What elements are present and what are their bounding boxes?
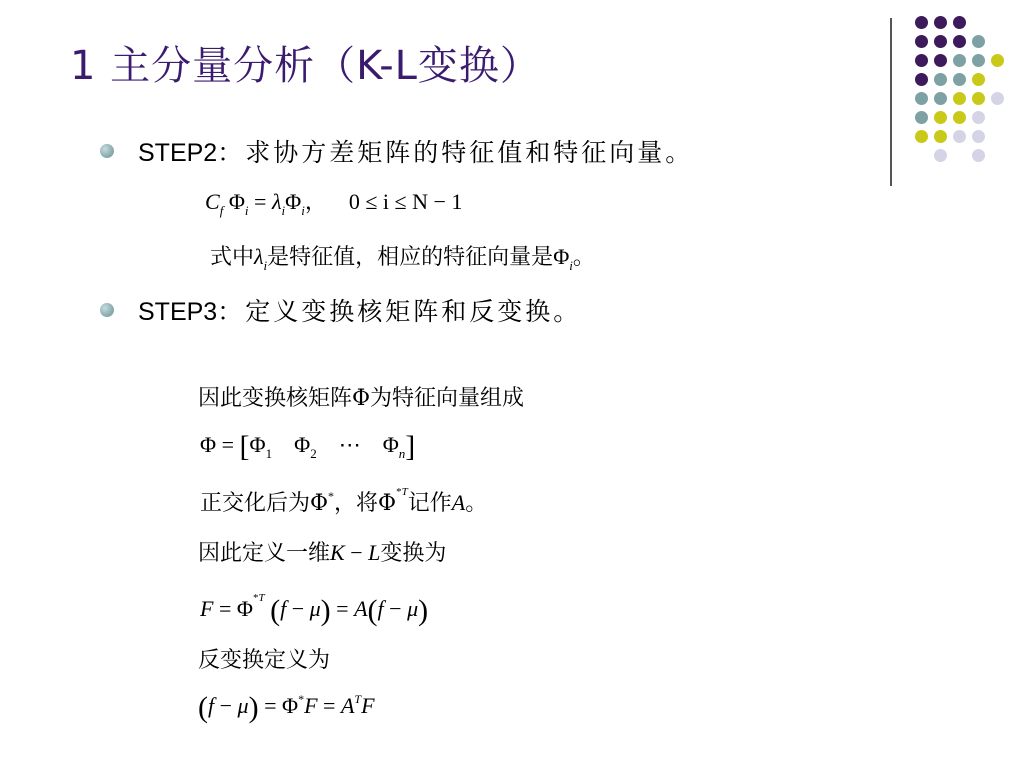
- dot-yellow: [991, 54, 1004, 67]
- dot-purple: [934, 16, 947, 29]
- ortho-d: 。: [465, 491, 488, 516]
- phi-matrix-text: 因此变换核矩阵Φ为特征向量组成: [198, 386, 525, 411]
- step3-label: STEP3: [138, 298, 218, 326]
- dot-teal: [972, 54, 985, 67]
- divider-line: [890, 18, 892, 186]
- dot-yellow: [953, 111, 966, 124]
- step3-line: [138, 292, 581, 328]
- step2-line: [138, 133, 693, 169]
- dot-purple: [915, 73, 928, 86]
- define-b: 变换为: [380, 541, 447, 566]
- dot-purple: [915, 16, 928, 29]
- dot-lavender: [972, 130, 985, 143]
- bullet-dot: [100, 144, 114, 158]
- eigen-condition: 0 ≤ i ≤ N − 1: [348, 189, 463, 214]
- dot-purple: [934, 35, 947, 48]
- note-prefix: 式中: [210, 245, 255, 270]
- kl-define-text: 因此定义一维K − L变换为: [198, 540, 447, 566]
- dot-yellow: [934, 111, 947, 124]
- inverse-text: 反变换定义为: [198, 648, 331, 673]
- eigen-equation: $C_f$ $\Phi_i = \lambda_i\Phi_i$， 0 ≤ i ≤ N − 1: [205, 189, 463, 218]
- dot-teal: [972, 35, 985, 48]
- kl-forward-equation: $F = \Phi^{*T}$ (f − μ) = A(f − μ): [200, 592, 429, 627]
- dot-purple: [915, 35, 928, 48]
- dot-teal: [934, 73, 947, 86]
- dot-lavender: [972, 111, 985, 124]
- dot-purple: [934, 54, 947, 67]
- eigen-note: 式中$\lambda_i$是特征值，相应的特征向量是$\Phi_i$。: [210, 244, 595, 273]
- phi-matrix-equation: $\Phi = [\Phi_1$ $\Phi_2$ ⋯ $\Phi_n$]: [200, 430, 416, 463]
- orthogonal-note: 正交化后为Φ*，将$\Phi^{*T}$记作A。: [200, 486, 488, 516]
- note-end: 。: [572, 245, 595, 270]
- dot-lavender: [934, 149, 947, 162]
- dot-purple: [953, 16, 966, 29]
- step2-label: STEP2: [138, 139, 218, 167]
- step3-text: ：定义变换核矩阵和反变换。: [217, 297, 582, 326]
- dot-teal: [934, 92, 947, 105]
- dot-teal: [915, 111, 928, 124]
- dot-yellow: [915, 130, 928, 143]
- dot-lavender: [972, 149, 985, 162]
- bullet-dot: [100, 303, 114, 317]
- dot-yellow: [934, 130, 947, 143]
- dot-purple: [915, 54, 928, 67]
- note-mid: 是特征值，相应的特征向量是: [267, 245, 554, 270]
- ortho-b: ，将Φ: [334, 491, 397, 516]
- dot-teal: [953, 73, 966, 86]
- define-a: 因此定义一维: [198, 541, 331, 566]
- dot-lavender: [991, 92, 1004, 105]
- ortho-a: 正交化后为Φ: [200, 491, 329, 516]
- dot-teal: [915, 92, 928, 105]
- slide-title: 1 主分量分析（K-L变换）: [70, 43, 541, 89]
- dot-yellow: [953, 92, 966, 105]
- dot-yellow: [972, 73, 985, 86]
- ortho-c: 记作: [407, 491, 452, 516]
- dot-yellow: [972, 92, 985, 105]
- dot-purple: [953, 35, 966, 48]
- kl-inverse-equation: $(f - \mu) = \Phi^*F = A^TF$: [198, 691, 375, 724]
- step2-text: ：求协方差矩阵的特征值和特征向量。: [217, 138, 694, 167]
- dot-lavender: [953, 130, 966, 143]
- dot-teal: [953, 54, 966, 67]
